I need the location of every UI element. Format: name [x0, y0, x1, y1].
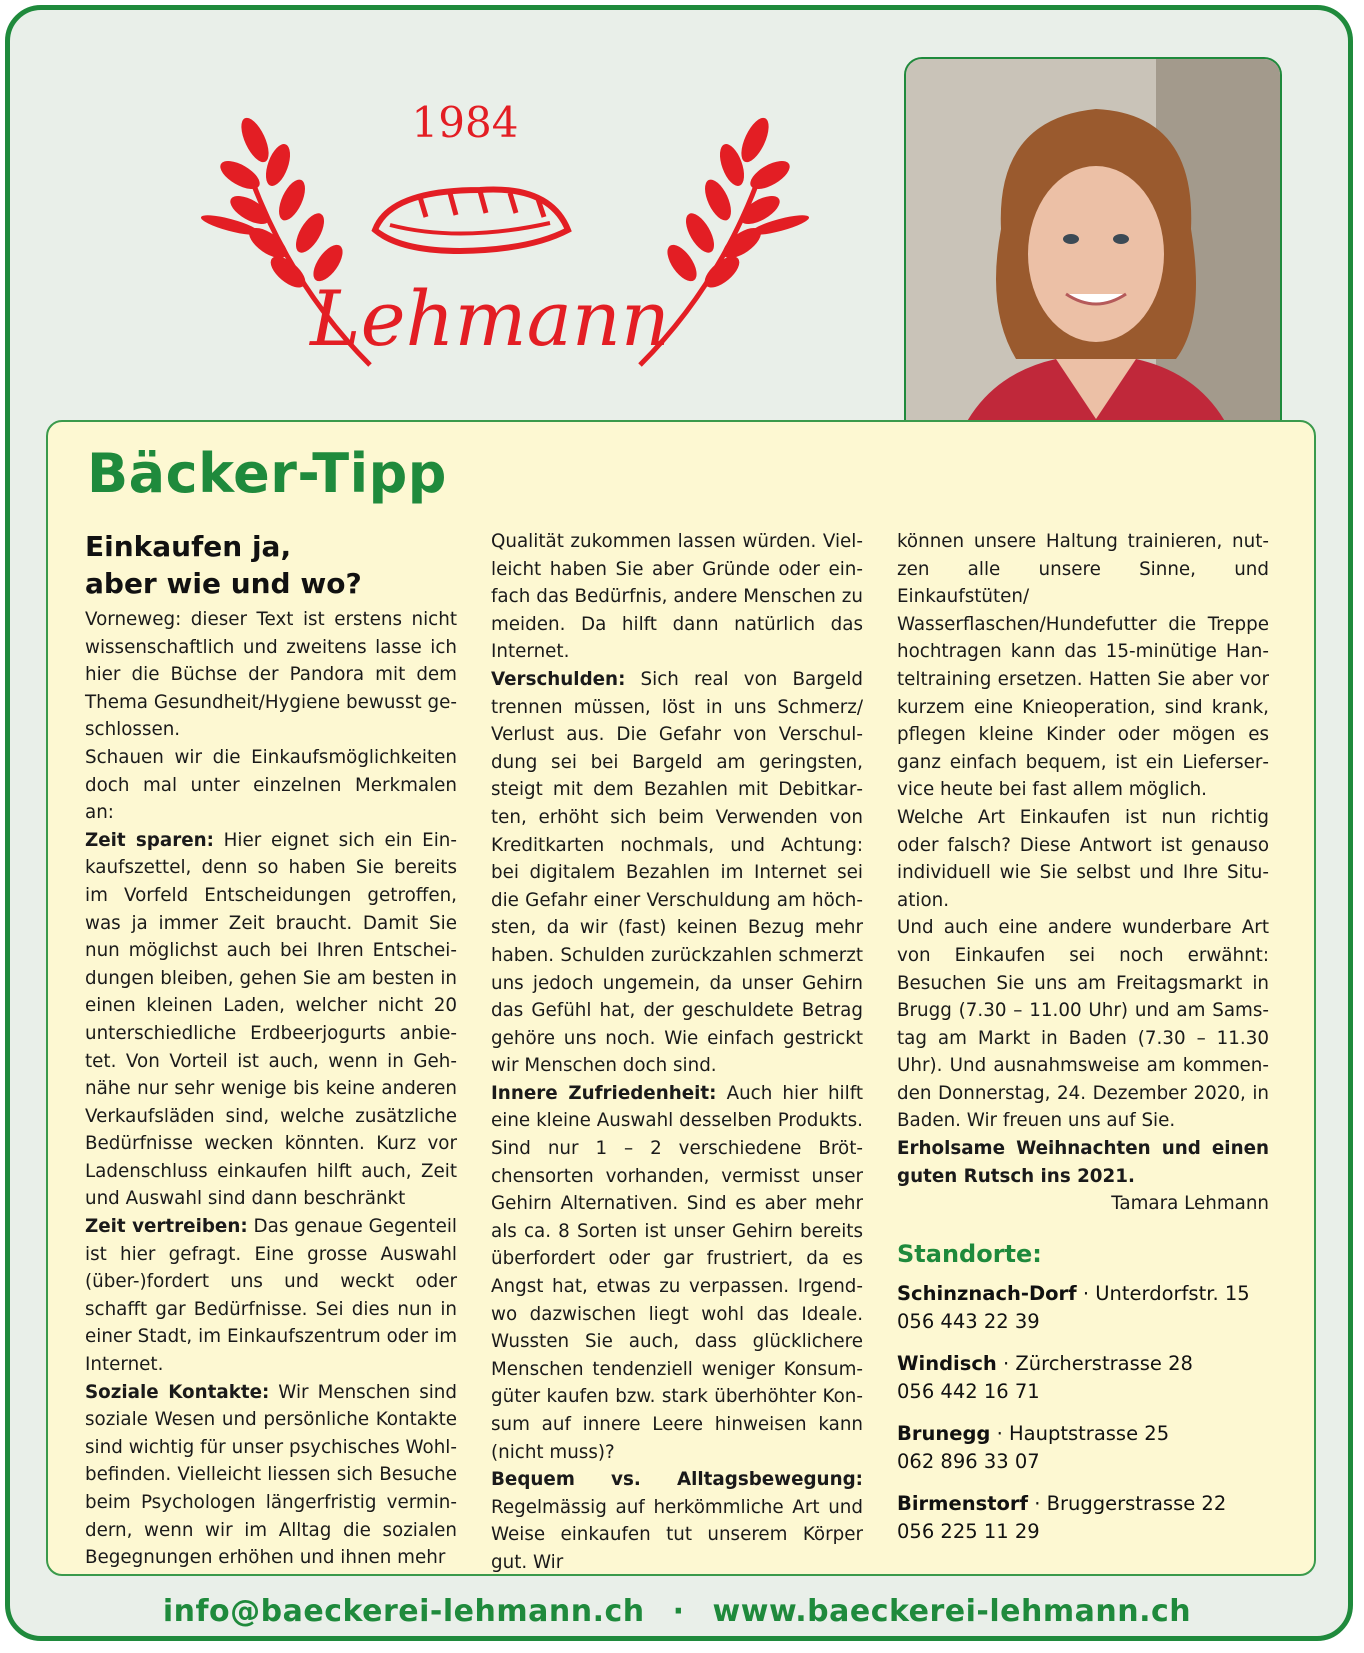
paragraph: Welche Art Einkaufen ist nun richtig oder falsch? Diese Antwort ist genauso individuell wie Sie selbst und Ihre Situation.: [897, 806, 1269, 911]
subtitle-line-2: aber wie und wo?: [85, 567, 362, 600]
logo-name: Lehmann: [310, 274, 670, 363]
paragraph: [85, 1379, 457, 1572]
location-separator: ·: [1076, 1282, 1096, 1305]
footer-contact: [0, 1594, 1354, 1629]
location-phone: 056 225 11 29: [897, 1520, 1040, 1543]
website-link[interactable]: www.baeckerei-lehmann.ch: [712, 1594, 1192, 1629]
portrait-photo: [904, 57, 1282, 477]
location-phone: 056 443 22 39: [897, 1310, 1040, 1333]
article-column-3: [897, 528, 1269, 1218]
paragraph: [85, 1213, 457, 1379]
paragraph: Und auch eine andere wunderbare Art von Einkaufen sei noch erwähnt: Besuchen Sie uns am Freitagsmarkt in Brugg (7.30 – 11.00 Uhr) und am Samstag am Markt in Baden (7.30 – 11.30 Uhr). Und ausnahmsweise am kommenden Donnerstag, 24. Dezember 2020, in Baden. Wir freuen uns auf Sie.: [897, 917, 1269, 1132]
article-column-2: [491, 528, 863, 1577]
bakery-logo: [200, 65, 820, 395]
location-name: Schinznach-Dorf: [897, 1282, 1077, 1305]
paragraph-lead: Bequem vs. Alltagsbewegung:: [491, 1469, 863, 1491]
paragraph-lead: Soziale Kontakte:: [85, 1381, 270, 1403]
location-name: Windisch: [897, 1352, 997, 1375]
paragraph: Vorneweg: dieser Text ist erstens nicht wissenschaftlich und zweitens lasse ich hier die Büchse der Pandora mit dem Thema Gesundheit/Hygiene bewusst geschlossen.: [85, 609, 457, 741]
location-address: Bruggerstrasse 22: [1046, 1492, 1227, 1515]
location-item: [897, 1280, 1250, 1336]
location-phone: 056 442 16 71: [897, 1380, 1040, 1403]
paragraph-text: Sich real von Bargeld trennen müssen, löst in uns Schmerz/ Verlust aus. Die Gefahr von Verschuldung sei bei Bargeld am geringsten, steigt mit dem Bezahlen mit Debitkarten, erhöht sich beim Verwenden von Kreditkarten nochmals, und Achtung: bei digitalem Bezahlen im Internet sei die Gefahr einer Verschuldung am höchsten, da wir (fast) keinen Bezug mehr haben. Schulden zurückzahlen schmerzt uns jedoch ungemein, da unser Gehirn das Gefühl hat, der geschuldete Betrag gehöre uns noch. Wie einfach gestrickt wir Menschen doch sind.: [491, 668, 863, 1077]
location-separator: ·: [996, 1352, 1016, 1375]
paragraph: [85, 827, 457, 1213]
paragraph-text: Hier eignet sich ein Einkaufszettel, denn so haben Sie bereits im Vorfeld Entscheidungen getroffen, was ja immer Zeit braucht. Damit Sie nun möglichst auch bei Ihren Entscheidungen bleiben, gehen Sie am besten in einen kleinen Laden, welcher nicht 20 unterschiedliche Erdbeerjogurts anbietet. Von Vorteil ist auch, wenn in Gehnähe nur sehr wenige bis keine anderen Verkaufsläden sind, welche zusätzliche Bedürfnisse wecken könnten. Kurz vor Ladenschluss einkaufen hilft auch, Zeit und Auswahl sind dann beschränkt: [85, 829, 457, 1210]
paragraph-lead: Zeit vertreiben:: [85, 1216, 248, 1238]
paragraph-text: Das genaue Gegenteil ist hier gefragt. Eine grosse Auswahl (über-)fordert uns und weckt oder schafft gar Bedürfnisse. Sei dies nun in einer Stadt, im Einkaufszentrum oder im Internet.: [85, 1216, 457, 1376]
paragraph: Qualität zukommen lassen würden. Vielleicht haben Sie aber Gründe oder einfach das Bedürfnis, andere Menschen zu meiden. Da hilft dann natürlich das Internet.: [491, 531, 863, 663]
paragraph-lead: Zeit sparen:: [85, 829, 214, 851]
paragraph: [491, 1080, 863, 1466]
right-wheat-grains: [662, 114, 811, 293]
paragraph-text: Regelmässig auf herkömmliche Art und Weise einkaufen tut unserem Körper gut. Wir: [491, 1496, 863, 1573]
article-title: Bäcker-Tipp: [87, 442, 447, 505]
location-name: Brunegg: [897, 1422, 991, 1445]
paragraph: [491, 666, 863, 1080]
subtitle-line-1: Einkaufen ja,: [85, 530, 292, 563]
paragraph: [491, 1466, 863, 1576]
locations-title: Standorte:: [897, 1240, 1042, 1268]
location-separator: ·: [1028, 1492, 1047, 1515]
paragraph-text: Auch hier hilft eine kleine Auswahl desselben Produkts. Sind nur 1 – 2 verschiedene Brötchensorten vorhanden, vermisst unser Gehirn Alternativen. Sind es aber mehr als ca. 8 Sorten ist unser Gehirn bereits überfordert oder gar frustriert, da es Angst hat, etwas zu verpassen. Irgendwo dazwischen liegt wohl das Ideale. Wussten Sie auch, dass glücklichere Menschen tendenziell weniger Konsumgüter kaufen bzw. stark überhöhter Konsum auf innere Leere hinweisen kann (nicht muss)?: [491, 1082, 863, 1463]
signature: Tamara Lehmann: [1111, 1193, 1269, 1215]
paragraph-lead: Innere Zufriedenheit:: [491, 1082, 717, 1104]
location-item: [897, 1420, 1169, 1476]
location-item: [897, 1350, 1193, 1406]
paragraph: Schauen wir die Einkaufsmöglichkeiten doch mal unter einzelnen Merkmalen an:: [85, 746, 457, 824]
article-column-1: [85, 528, 457, 1572]
closing-greeting: Erholsame Weihnachten und einen guten Rutsch ins 2021.: [897, 1138, 1269, 1187]
location-separator: ·: [990, 1422, 1009, 1445]
location-phone: 062 896 33 07: [897, 1450, 1040, 1473]
location-name: Birmenstorf: [897, 1492, 1029, 1515]
left-wheat-grains: [200, 114, 348, 293]
email-link[interactable]: info@baeckerei-lehmann.ch: [162, 1594, 645, 1629]
article-subtitle: [85, 528, 457, 602]
footer-separator: ·: [672, 1594, 685, 1629]
paragraph-text: Wir Menschen sind soziale Wesen und persönliche Kontakte sind wichtig für unser psychisches Wohlbefinden. Vielleicht liessen sich Besuche beim Psychologen längerfristig vermindern, wenn wir im Alltag die sozialen Begegnungen erhöhen und ihnen mehr: [85, 1381, 457, 1569]
location-address: Unterdorfstr. 15: [1095, 1282, 1250, 1305]
location-address: Hauptstrasse 25: [1009, 1422, 1170, 1445]
logo-year: 1984: [411, 98, 519, 147]
location-address: Zürcherstrasse 28: [1015, 1352, 1193, 1375]
paragraph: können unsere Haltung trainieren, nutzen alle unsere Sinne, und Einkaufstüten/ Wasserflaschen/Hundefutter die Treppe hochtragen kann das 15-minütige Hanteltraining ersetzen. Hatten Sie aber vor kurzem eine Knieoperation, sind krank, pflegen kleine Kinder oder mögen es ganz einfach bequem, ist ein Lieferservice heute bei fast allem möglich.: [897, 531, 1269, 801]
paragraph-lead: Verschulden:: [491, 668, 626, 690]
location-item: [897, 1490, 1226, 1546]
